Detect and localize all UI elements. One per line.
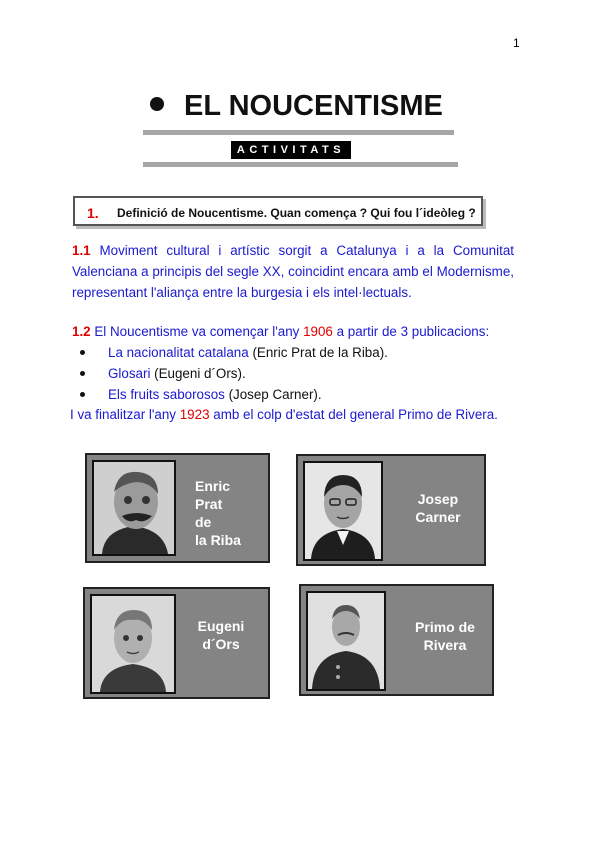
name-line: Eugeni (197, 618, 245, 634)
portrait-prat (92, 460, 176, 556)
portrait-name-dors (191, 617, 251, 653)
portrait-name-prat (195, 477, 255, 549)
answer-1-1-text: Moviment cultural i artístic sorgit a Catalunya i a la Comunitat Valenciana a principis del segle XX, coincidint encara amb el Modernisme, representant l'aliança entre la burgesia i els intel·lectuals. (72, 243, 514, 300)
portrait-card-dors (83, 587, 270, 699)
portrait-card-carner (296, 454, 486, 566)
question-number: 1. (87, 205, 99, 221)
answer-1-2-intro-b: a partir de 3 publicacions: (332, 324, 490, 339)
answer-1-2-intro-a: El Noucentisme va començar l'any (90, 324, 304, 339)
portrait-image (92, 596, 174, 692)
name-line: Rivera (423, 637, 467, 653)
answer-1-1 (72, 240, 514, 303)
publication-author: (Eugeni d´Ors). (150, 366, 246, 381)
outro-b: amb el colp d'estat del general Primo de Rivera. (209, 407, 498, 422)
publication-title: Glosari (108, 366, 151, 381)
publication-title: La nacionalitat catalana (108, 345, 249, 360)
question-text: Definició de Noucentisme. Quan comença ? Qui fou l´ideòleg ? (117, 206, 476, 220)
publication-title: Els fruits saborosos (108, 387, 225, 402)
year-start: 1906 (303, 324, 333, 339)
page-number: 1 (513, 36, 520, 50)
name-line: d´Ors (202, 636, 240, 652)
answer-1-2-outro (70, 404, 530, 425)
portrait-card-rivera (299, 584, 494, 696)
name-line: Josep (417, 491, 459, 507)
title-text: EL NOUCENTISME (184, 90, 443, 122)
portrait-image (94, 462, 174, 554)
outro-a: I va finalitzar l'any (70, 407, 180, 422)
name-line: la Riba (195, 532, 241, 548)
name-line: Enric (195, 478, 231, 494)
publications-list (78, 342, 388, 405)
name-line: Prat (195, 496, 223, 512)
name-line: Primo de (415, 619, 475, 635)
portrait-dors (90, 594, 176, 694)
bottom-rule (143, 162, 458, 167)
name-line: Carner (415, 509, 461, 525)
publication-author: (Josep Carner). (224, 387, 322, 402)
portrait-card-prat (85, 453, 270, 563)
list-item (78, 384, 388, 405)
bullet-icon (150, 97, 164, 111)
publication-author: (Enric Prat de la Riba). (248, 345, 388, 360)
page-title (150, 90, 450, 123)
top-rule (143, 130, 454, 135)
answer-1-2-intro (72, 321, 514, 342)
portrait-carner (303, 461, 383, 561)
answer-1-2-number: 1.2 (72, 324, 91, 339)
portrait-rivera (306, 591, 386, 691)
list-item (78, 363, 388, 384)
list-item (78, 342, 388, 363)
name-line: de (195, 514, 212, 530)
year-end: 1923 (179, 407, 210, 422)
subtitle-banner: ACTIVITATS (231, 141, 351, 159)
answer-1-1-number: 1.1 (72, 243, 91, 258)
question-box (73, 196, 483, 226)
portrait-name-carner (398, 490, 478, 526)
portrait-image (305, 463, 381, 559)
portrait-image (308, 593, 384, 689)
portrait-name-rivera (405, 618, 485, 654)
